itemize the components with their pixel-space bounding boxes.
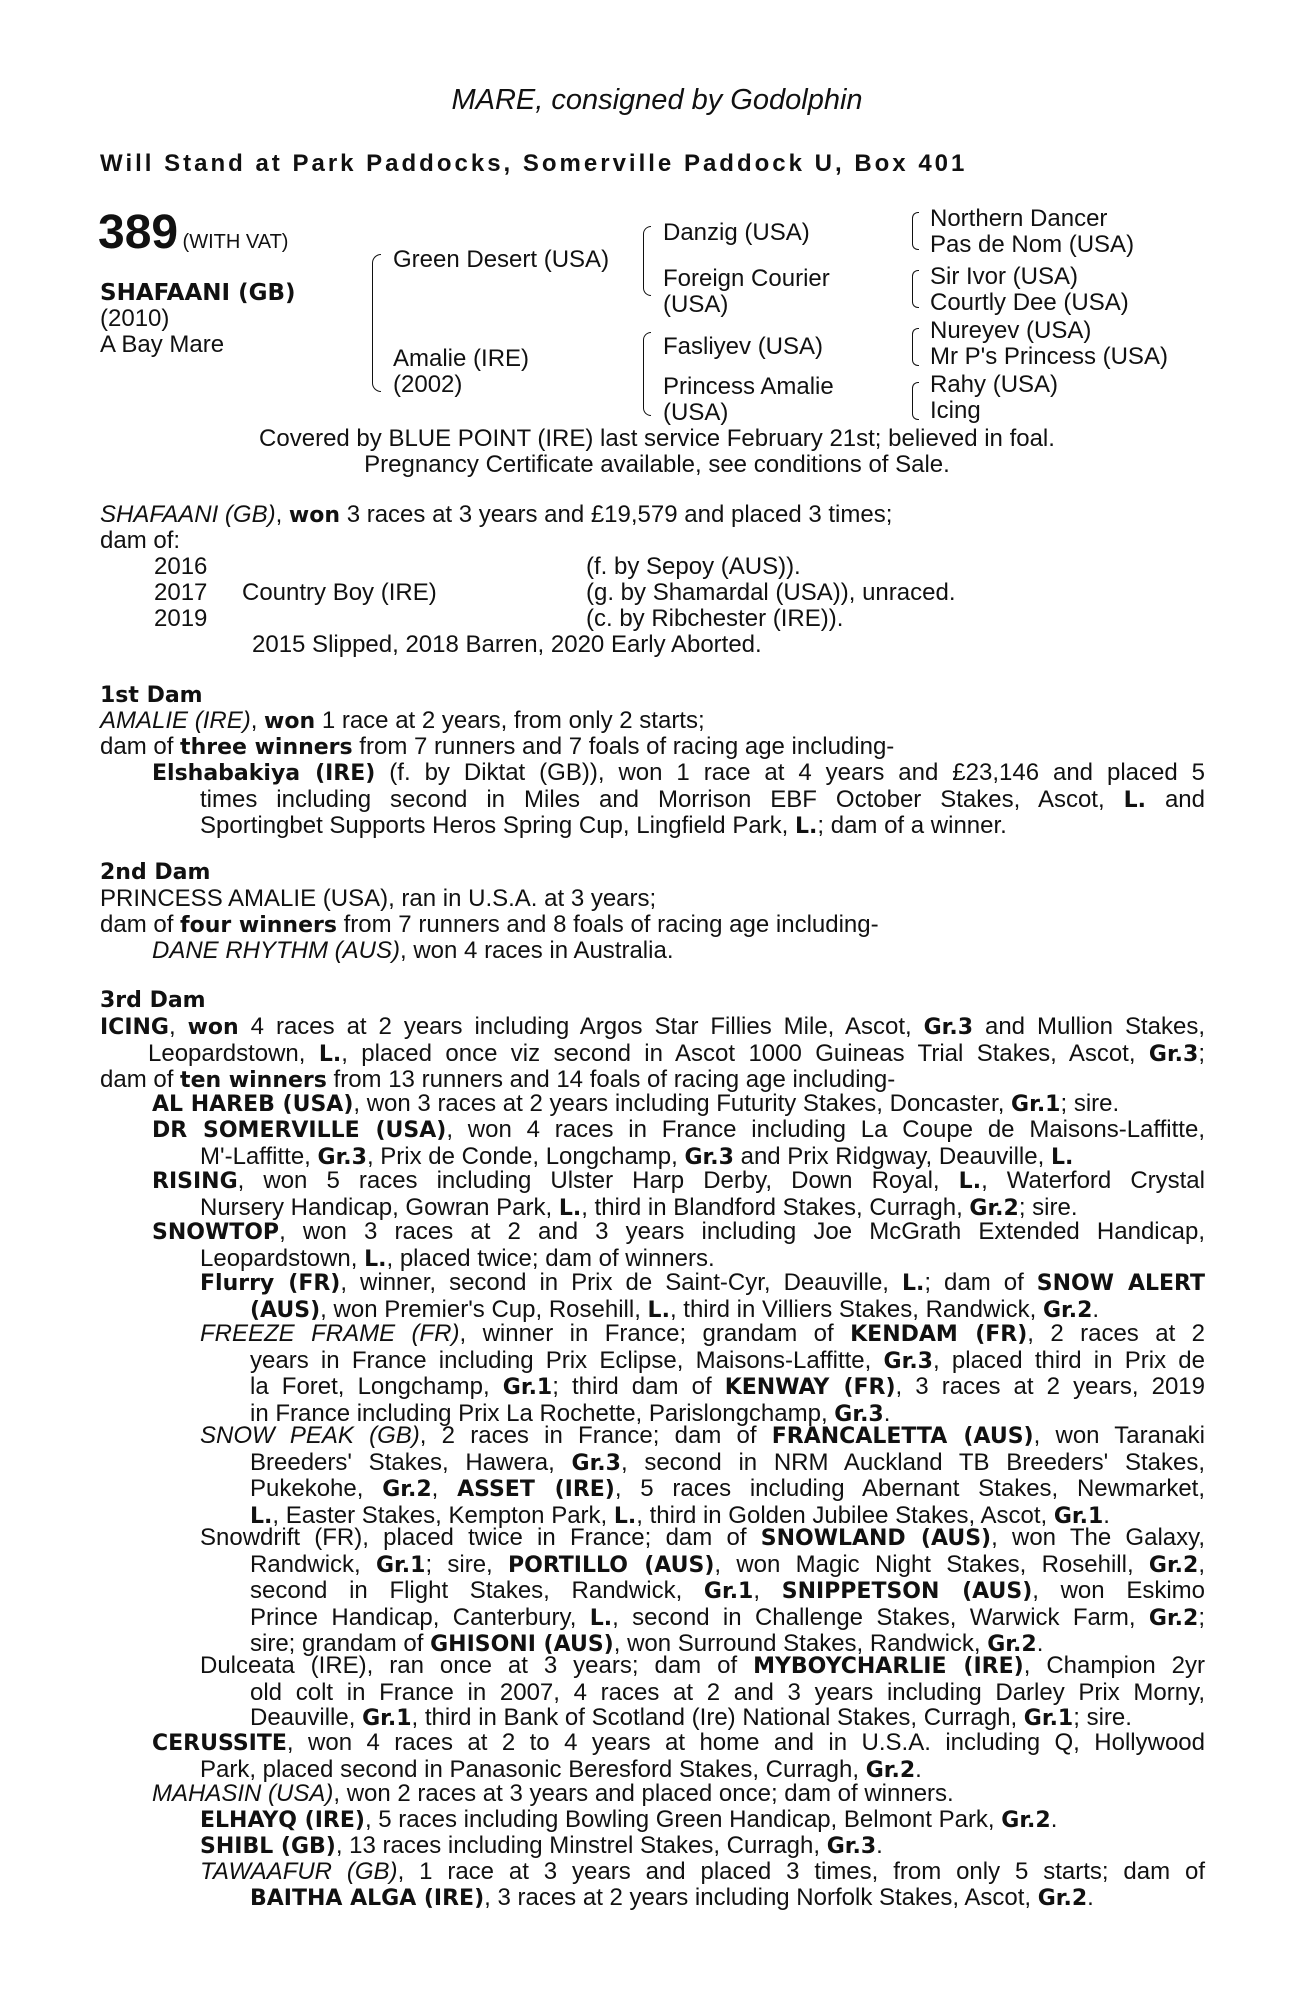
sd-d: ; sire,	[425, 1550, 509, 1578]
dam2-e1-name: DANE RHYTHM (AUS)	[152, 937, 401, 964]
sd-o: .	[1036, 1630, 1044, 1657]
drs-b: M'-Laffitte,	[200, 1142, 318, 1170]
dam1-e1-name: Elshabakiya (IRE)	[152, 761, 376, 786]
pedigree-ss: Danzig (USA)	[663, 219, 810, 246]
mare-name: SHAFAANI (GB)	[100, 501, 276, 528]
shi-a: , 13 races including Minstrel Stakes, Curragh,	[335, 1832, 827, 1859]
pedigree-brace-dd	[912, 382, 919, 420]
sd-a: , placed twice in France; dam of	[362, 1524, 761, 1551]
sp-h: , Easter Stakes, Kempton Park,	[272, 1501, 614, 1529]
drs-d: and Prix Ridgway, Deauville,	[733, 1142, 1051, 1170]
dam1-e1-row1	[152, 760, 1205, 787]
entry-snow-peak	[200, 1423, 1205, 1529]
dul-e: , third in Bank of Scotland (Ire) National Stakes, Curragh,	[411, 1704, 1024, 1731]
sp-row3	[200, 1476, 1205, 1503]
dam3-t-d: , placed once viz second in Ascot 1000 Guineas Trial Stakes, Ascot,	[341, 1039, 1149, 1067]
sp-as: ASSET (IRE)	[457, 1477, 615, 1502]
produce-notes: 2015 Slipped, 2018 Barren, 2020 Early Aborted.	[252, 631, 762, 658]
dam1-e1-b-L: L.	[1123, 787, 1146, 813]
ff-row1	[200, 1321, 1205, 1348]
produce-year-2017: 2017	[154, 579, 208, 606]
covered-line2: Pregnancy Certificate available, see conditions of Sale.	[364, 451, 950, 478]
sp-name: SNOW PEAK (GB)	[200, 1422, 420, 1449]
flu-c4: .	[1092, 1295, 1100, 1323]
snt-a: , won 3 races at 2 and 3 years including Joe McGrath Extended Handicap,	[279, 1218, 1205, 1245]
dul-c: old colt in France in 2007, 4 races at 2 and 3 years including Darley Prix Morny,	[250, 1678, 1205, 1706]
mah-name: MAHASIN (USA)	[152, 1780, 334, 1807]
produce-year-2019: 2019	[154, 605, 208, 632]
pedigree-sdd: Courtly Dee (USA)	[930, 289, 1129, 316]
dam1-line1-rest: 1 race at 2 years, from only 2 starts;	[315, 707, 705, 734]
pedigree-dss: Nureyev (USA)	[930, 317, 1092, 344]
ff-b: , 2 races at 2	[1027, 1320, 1206, 1347]
sp-b: , won Taranaki	[1033, 1422, 1206, 1449]
flu-sa: SNOW ALERT	[1036, 1271, 1206, 1296]
ris-e: ; sire.	[1018, 1193, 1078, 1221]
sp-row1	[200, 1423, 1205, 1450]
sd-f: ,	[1198, 1550, 1206, 1578]
sp-fr: FRANCALETTA (AUS)	[771, 1424, 1034, 1449]
dam1-line2-post: from 7 runners and 7 foals of racing age including-	[352, 733, 895, 760]
dam2-line2-pre: dam of	[100, 911, 181, 938]
dam1-e1-b: times including second in Miles and Morrison EBF October Stakes, Ascot,	[200, 785, 1124, 813]
taw-name: TAWAAFUR (GB)	[200, 1858, 398, 1885]
sp-gr1: Gr.1	[1053, 1503, 1104, 1529]
ff-e: la Foret, Longchamp,	[250, 1373, 503, 1400]
dul-a: , ran once at 3 years; dam of	[366, 1652, 754, 1679]
snt-b: Leopardstown,	[200, 1244, 365, 1272]
covered-line1: Covered by BLUE POINT (IRE) last service February 21st; believed in foal.	[259, 425, 1055, 452]
entry-elhayq	[200, 1807, 1057, 1834]
cer-gr: Gr.2	[865, 1757, 916, 1783]
dul-row2	[200, 1680, 1205, 1706]
drs-gr3a: Gr.3	[317, 1144, 367, 1170]
dam2-title: 2nd Dam	[100, 860, 211, 885]
produce-detail-2017: (g. by Shamardal (USA)), unraced.	[586, 579, 956, 606]
bai-b: .	[1087, 1883, 1094, 1911]
taw-a: , 1 race at 3 years and placed 3 times, from only 5 starts; dam of	[397, 1858, 1205, 1885]
flu-L2: L.	[647, 1297, 670, 1323]
dul-f: ; sire.	[1073, 1704, 1132, 1731]
ff-gr3b: Gr.3	[834, 1401, 884, 1427]
sp-e: Pukekohe,	[250, 1475, 383, 1502]
dul-mb: MYBOYCHARLIE (IRE)	[753, 1654, 1024, 1679]
vat-label: (WITH VAT)	[182, 231, 289, 253]
page-title: MARE, consigned by Godolphin	[451, 84, 863, 116]
flu-name: Flurry (FR)	[200, 1271, 341, 1296]
bai-a: , 3 races at 2 years including Norfolk Stakes, Ascot,	[484, 1883, 1038, 1911]
ff-name: FREEZE FRAME (FR)	[200, 1320, 460, 1347]
flu-c2: , won Premier's Cup, Rosehill,	[320, 1295, 648, 1323]
pedigree-ds: Fasliyev (USA)	[663, 333, 824, 360]
elh-b: .	[1050, 1806, 1058, 1833]
bai-gr: Gr.2	[1037, 1885, 1088, 1911]
dam3-t-c: Leopardstown,	[148, 1039, 319, 1067]
sd-sn: SNIPPETSON (AUS)	[781, 1579, 1033, 1604]
lot-number-block	[98, 205, 288, 260]
flu-b: ; dam of	[924, 1269, 1037, 1296]
drs-gr3b: Gr.3	[684, 1144, 734, 1170]
sd-row4	[200, 1605, 1205, 1632]
ris-name: RISING	[152, 1169, 238, 1194]
ff-g: , 3 races at 2 years, 2019	[895, 1373, 1205, 1400]
dam2-line2	[100, 912, 879, 939]
produce-detail-2016: (f. by Sepoy (AUS)).	[586, 553, 801, 580]
alh-b: ; sire.	[1060, 1090, 1120, 1117]
entry-rising	[152, 1168, 1205, 1221]
dul-d: Deauville,	[250, 1704, 363, 1731]
dam1-name: AMALIE (IRE)	[100, 707, 251, 734]
sd-row1	[200, 1525, 1205, 1552]
shi-name: SHIBL (GB)	[200, 1834, 336, 1859]
pedigree-sire: Green Desert (USA)	[393, 246, 610, 273]
produce-name-2017: Country Boy (IRE)	[242, 579, 437, 606]
horse-description: A Bay Mare	[100, 331, 225, 358]
dam2-line2-post: from 7 runners and 8 foals of racing age including-	[336, 911, 879, 938]
dam1-line2	[100, 734, 894, 761]
sd-sl: SNOWLAND (AUS)	[760, 1526, 992, 1551]
ff-gr3: Gr.3	[883, 1348, 933, 1374]
dam1-e1-c-L: L.	[795, 814, 818, 839]
pedigree-dsd: Mr P's Princess (USA)	[930, 343, 1168, 370]
taw-row1	[200, 1859, 1205, 1885]
flu-L: L.	[901, 1271, 925, 1296]
snt-name: SNOWTOP	[152, 1220, 280, 1245]
horse-year: (2010)	[100, 305, 170, 332]
ris-b: , Waterford Crystal	[981, 1167, 1205, 1194]
pedigree-ssd: Pas de Nom (USA)	[930, 231, 1135, 258]
dam3-ten: ten winners	[180, 1068, 327, 1093]
cer-b: Park, placed second in Panasonic Beresford Stakes, Curragh,	[200, 1755, 866, 1783]
sp-i: , third in Golden Jubilee Stakes, Ascot,	[636, 1501, 1054, 1529]
alh-a: , won 3 races at 2 years including Futurity Stakes, Doncaster,	[353, 1090, 1012, 1117]
dam1-entry-elshabakiya	[152, 760, 1205, 840]
alh-gr: Gr.1	[1011, 1092, 1061, 1117]
dam3-t-gr3a: Gr.3	[923, 1015, 974, 1040]
ris-L1: L.	[958, 1169, 982, 1194]
drs-c: , Prix de Conde, Longchamp,	[366, 1142, 685, 1170]
ris-L2: L.	[558, 1195, 582, 1221]
flu-gr: Gr.2	[1042, 1297, 1093, 1323]
sp-a: , 2 races in France; dam of	[419, 1422, 772, 1449]
dam1-e1-c: Sportingbet Supports Heros Spring Cup, Lingfield Park,	[200, 812, 795, 839]
dam3-title: 3rd Dam	[100, 988, 206, 1013]
dam3-intro	[100, 1014, 1205, 1094]
alh-name: AL HAREB (USA)	[152, 1092, 354, 1117]
pedigree-dd-line2: (USA)	[663, 399, 729, 426]
dam3-t-g: from 13 runners and 14 foals of racing age including-	[326, 1066, 896, 1093]
dul-gr1b: Gr.1	[1023, 1706, 1074, 1731]
ff-row3	[200, 1374, 1205, 1401]
shi-gr: Gr.3	[826, 1834, 877, 1859]
pedigree-ddd: Icing	[930, 397, 981, 424]
entry-mahasin	[152, 1781, 954, 1807]
sd-e: , won Magic Night Stakes, Rosehill,	[714, 1550, 1149, 1578]
dam3-t-a: 4 races at 2 years including Argos Star Fillies Mile, Ascot,	[238, 1013, 924, 1040]
ris-gr: Gr.2	[969, 1195, 1019, 1221]
dam3-intro-row1: ICING, won 4 races at 2 years including Argos Star Fillies Mile, Ascot, Gr.3 and Mullion Stakes,	[100, 1013, 1205, 1040]
ff-gr1: Gr.1	[502, 1375, 553, 1400]
pedigree-brace-ss	[912, 212, 919, 250]
sp-j: .	[1103, 1501, 1110, 1529]
ris-c: Nursery Handicap, Gowran Park,	[200, 1193, 559, 1221]
snt-row1	[152, 1219, 1205, 1246]
dam1-e1-row3	[152, 813, 1205, 840]
ris-row1	[152, 1168, 1205, 1195]
pedigree-brace-sd	[912, 270, 919, 308]
entry-shibl	[200, 1833, 883, 1860]
dam1-e1-row2	[152, 787, 1205, 814]
shi-b: .	[876, 1832, 883, 1859]
ff-f: ; third dam of	[552, 1373, 725, 1400]
pedigree-brace-gen1	[372, 254, 381, 392]
dul-gr1a: Gr.1	[362, 1706, 412, 1731]
dam1-line1: AMALIE (IRE), won 1 race at 2 years, from only 2 starts;	[100, 707, 705, 734]
dul-name: Dulceata (IRE)	[200, 1652, 367, 1679]
sp-g: , 5 races including Abernant Stakes, Newmarket,	[614, 1475, 1205, 1502]
ris-d: , third in Blandford Stakes, Curragh,	[581, 1193, 970, 1221]
dam3-t-f: dam of	[100, 1066, 181, 1093]
sp-L2: L.	[613, 1503, 637, 1529]
drs-name: DR SOMERVILLE (USA)	[152, 1118, 447, 1143]
dam1-line2-pre: dam of	[100, 733, 181, 760]
sd-po: PORTILLO (AUS)	[508, 1552, 715, 1578]
elh-gr: Gr.2	[1001, 1808, 1051, 1833]
flu-c3: , third in Villiers Stakes, Randwick,	[669, 1295, 1043, 1323]
pedigree-sd-line1: Foreign Courier	[663, 265, 830, 292]
pedigree-brace-dam	[643, 332, 651, 416]
pedigree-dd-line1: Princess Amalie	[663, 373, 834, 400]
ris-a: , won 5 races including Ulster Harp Derby, Down Royal,	[237, 1167, 959, 1194]
flu-c1: (AUS)	[250, 1297, 321, 1323]
dam2-e1-rest: , won 4 races in Australia.	[400, 937, 674, 964]
dam1-e1-c-end: ; dam of a winner.	[817, 812, 1007, 839]
snt-L: L.	[364, 1246, 387, 1272]
sd-c: Randwick,	[250, 1550, 376, 1578]
sp-L1: L.	[250, 1503, 273, 1529]
sp-f: ,	[431, 1475, 458, 1502]
sp-c: Breeders' Stakes, Hawera,	[250, 1448, 572, 1476]
entry-cerussite	[152, 1730, 1205, 1783]
pedigree-brace-ds	[912, 328, 919, 366]
entry-snowdrift	[200, 1525, 1205, 1658]
pedigree-brace-sire	[643, 226, 651, 296]
dam3-won: won	[187, 1015, 239, 1040]
sd-L: L.	[589, 1605, 613, 1631]
taw-row2	[200, 1885, 1205, 1912]
ff-ken: KENDAM (FR)	[850, 1322, 1028, 1347]
dam3-intro-row2	[100, 1041, 1205, 1068]
pedigree-dds: Rahy (USA)	[930, 371, 1059, 398]
ff-i: .	[883, 1399, 891, 1427]
entry-dulceata	[200, 1653, 1205, 1732]
sd-b: , won The Galaxy,	[991, 1524, 1206, 1551]
produce-detail-2019: (c. by Ribchester (IRE)).	[586, 605, 844, 632]
dul-b: , Champion 2yr	[1023, 1652, 1205, 1679]
horse-name: SHAFAANI (GB)	[100, 280, 296, 306]
sd-l: ;	[1198, 1603, 1205, 1631]
sd-m: sire; grandam of	[250, 1630, 431, 1657]
entry-flurry	[200, 1270, 1205, 1323]
drs-row1	[152, 1117, 1205, 1144]
pedigree-dam-line2: (2002)	[393, 371, 463, 398]
entry-dr-somerville	[152, 1117, 1205, 1170]
pedigree-sd-line2: (USA)	[663, 291, 729, 318]
dam3-t-L1: L.	[318, 1041, 342, 1067]
sd-j: Prince Handicap, Canterbury,	[250, 1603, 590, 1631]
sd-k: , second in Challenge Stakes, Warwick Farm,	[612, 1603, 1149, 1631]
drs-L: L.	[1050, 1144, 1074, 1170]
ff-d: , placed third in Prix de	[932, 1346, 1206, 1374]
dam1-e1-b-end: and	[1146, 785, 1206, 813]
sd-gr2b: Gr.2	[1148, 1605, 1199, 1631]
dam1-won: won	[264, 709, 316, 734]
sd-n: , won Surround Stakes, Randwick,	[613, 1630, 988, 1657]
sd-row2	[200, 1552, 1205, 1579]
ff-kw: KENWAY (FR)	[724, 1375, 896, 1400]
mare-record-text: 3 races at 3 years and £19,579 and placed 3 times;	[340, 501, 893, 528]
ff-h: in France including Prix La Rochette, Parislongchamp,	[250, 1399, 835, 1427]
flu-row1	[200, 1270, 1205, 1297]
stand-location: Will Stand at Park Paddocks, Somerville Paddock U, Box 401	[100, 150, 968, 177]
dam2-winners: four winners	[180, 913, 337, 938]
mah-a: , won 2 races at 3 years and placed once; dam of winners.	[333, 1780, 954, 1807]
dam3-icing: ICING	[100, 1015, 169, 1040]
sd-name: Snowdrift (FR)	[200, 1524, 363, 1551]
produce-year-2016: 2016	[154, 553, 208, 580]
dul-row3	[200, 1705, 1205, 1732]
dam3-t-b: and Mullion Stakes,	[973, 1013, 1205, 1040]
flu-a: , winner, second in Prix de Saint-Cyr, Deauville,	[340, 1269, 902, 1296]
sp-row2	[200, 1450, 1205, 1477]
entry-tawaafur	[200, 1859, 1205, 1911]
dam1-title: 1st Dam	[100, 683, 203, 708]
sp-d: , second in NRM Auckland TB Breeders' Stakes,	[620, 1448, 1205, 1476]
cer-row1	[152, 1730, 1205, 1757]
cer-name: CERUSSITE	[152, 1731, 287, 1756]
ff-a: , winner in France; grandam of	[459, 1320, 851, 1347]
dul-row1	[200, 1653, 1205, 1680]
elh-name: ELHAYQ (IRE)	[200, 1808, 365, 1833]
entry-al-hareb	[152, 1091, 1119, 1118]
ff-c: years in France including Prix Eclipse, Maisons-Laffitte,	[250, 1346, 884, 1374]
sd-gr2a: Gr.2	[1148, 1552, 1199, 1578]
pedigree-sds: Sir Ivor (USA)	[930, 263, 1079, 290]
dam-of-label: dam of:	[100, 527, 181, 554]
sd-gh: GHISONI (AUS)	[430, 1632, 614, 1657]
pedigree-dam-line1: Amalie (IRE)	[393, 345, 530, 372]
sp-gr2: Gr.2	[382, 1477, 432, 1502]
dam1-winners: three winners	[180, 735, 353, 760]
lot-number: 389	[98, 206, 179, 259]
dam2-line1: PRINCESS AMALIE (USA), ran in U.S.A. at 3 years;	[100, 885, 657, 912]
sd-gr1a: Gr.1	[376, 1552, 426, 1578]
sd-h: ,	[753, 1577, 782, 1604]
pedigree-sss: Northern Dancer	[930, 205, 1108, 232]
elh-a: , 5 races including Bowling Green Handicap, Belmont Park,	[364, 1806, 1002, 1833]
dam3-t-gr3b: Gr.3	[1148, 1041, 1199, 1067]
mare-record-intro: SHAFAANI (GB), won 3 races at 3 years and £19,579 and placed 3 times;	[100, 501, 893, 528]
bai-name: BAITHA ALGA (IRE)	[250, 1885, 485, 1911]
cer-a: , won 4 races at 2 to 4 years at home and in U.S.A. including Q, Hollywood	[286, 1729, 1205, 1756]
sd-gr1b: Gr.1	[703, 1579, 754, 1604]
sd-g: second in Flight Stakes, Randwick,	[250, 1577, 704, 1604]
dam1-e1-a: (f. by Diktat (GB)), won 1 race at 4 years and £23,146 and placed 5	[375, 759, 1206, 786]
dam2-entry-dane-rhythm	[152, 938, 673, 964]
entry-freeze-frame	[200, 1321, 1205, 1427]
sp-gr3: Gr.3	[571, 1450, 621, 1476]
dam3-t-e: ;	[1198, 1039, 1206, 1067]
sd-i: , won Eskimo	[1032, 1577, 1205, 1604]
sd-row3	[200, 1578, 1205, 1605]
sd-gr2c: Gr.2	[987, 1632, 1037, 1657]
cer-c: .	[915, 1755, 922, 1783]
snt-c: , placed twice; dam of winners.	[386, 1244, 715, 1272]
drs-a: , won 4 races in France including La Coupe de Maisons-Laffitte,	[446, 1116, 1205, 1143]
won-label: won	[288, 503, 341, 528]
entry-snowtop	[152, 1219, 1205, 1272]
ff-row2	[200, 1348, 1205, 1375]
